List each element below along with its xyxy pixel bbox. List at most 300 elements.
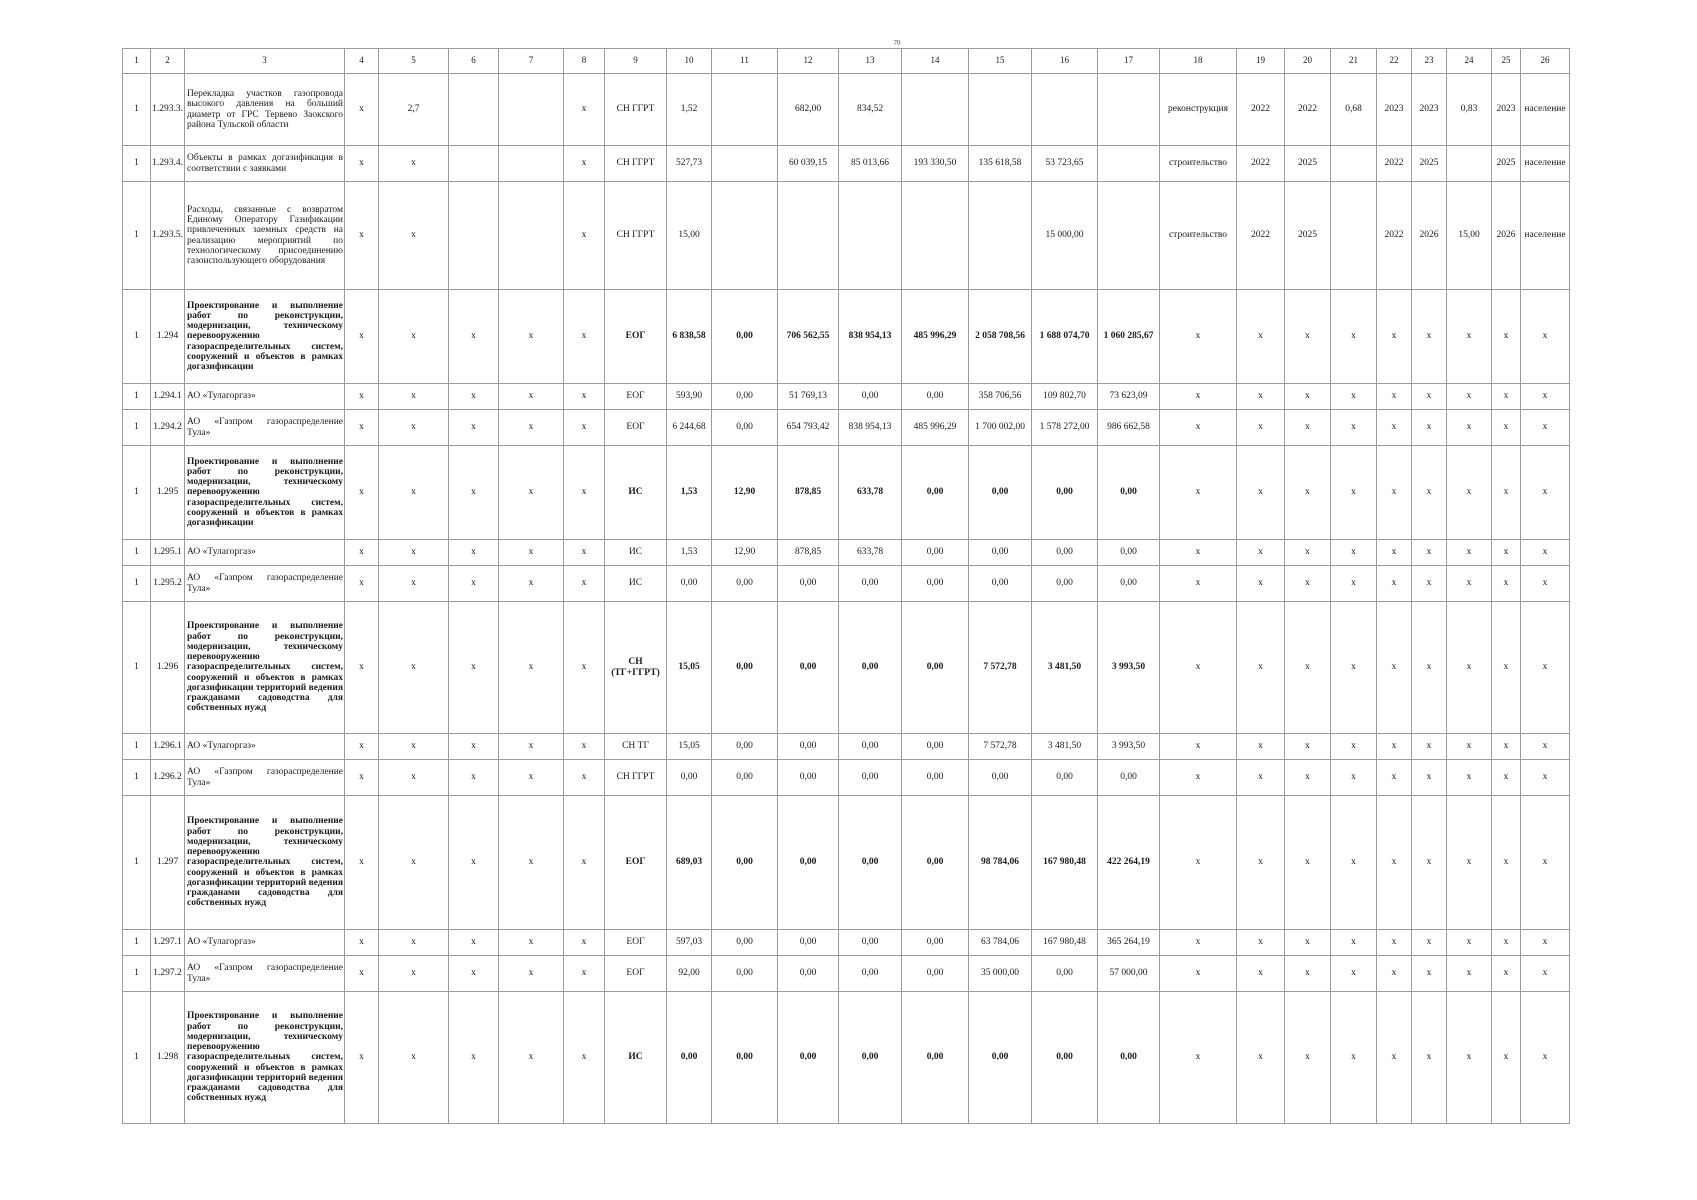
table-cell: x: [499, 734, 564, 760]
table-cell: x: [1285, 566, 1331, 602]
table-cell: x: [1285, 602, 1331, 734]
table-cell: 63 784,06: [969, 930, 1032, 956]
table-cell: 0,00: [902, 734, 969, 760]
table-cell: x: [1331, 446, 1377, 540]
table-cell: x: [499, 290, 564, 384]
table-cell: 0,00: [902, 992, 969, 1124]
table-cell: x: [564, 956, 605, 992]
table-cell: x: [345, 74, 379, 146]
column-header: 5: [379, 49, 449, 74]
table-cell: 1: [123, 956, 151, 992]
table-cell: x: [1377, 384, 1412, 410]
table-cell: 0,00: [902, 566, 969, 602]
table-row: [123, 146, 1570, 182]
table-cell: x: [1285, 930, 1331, 956]
table-cell: x: [1331, 566, 1377, 602]
table-cell: 1: [123, 446, 151, 540]
row-name: Расходы, связанные с возвратом Единому Оператору Газификации привлеченных заемных средств на реализацию мероприятий по технологическому присоединению газоиспользующего оборудования: [185, 182, 345, 290]
table-cell: 2025: [1285, 146, 1331, 182]
row-code: 1.297.1: [151, 930, 185, 956]
column-header: 11: [712, 49, 778, 74]
table-cell: ЕОГ: [605, 796, 667, 930]
table-cell: x: [1447, 410, 1492, 446]
table-cell: x: [1331, 384, 1377, 410]
table-cell: x: [1492, 956, 1521, 992]
table-cell: x: [345, 290, 379, 384]
table-cell: 0,00: [712, 930, 778, 956]
table-cell: 0,00: [839, 956, 902, 992]
table-cell: 597,03: [667, 930, 712, 956]
table-cell: x: [1447, 796, 1492, 930]
table-cell: 0,00: [839, 796, 902, 930]
table-cell: [449, 74, 499, 146]
table-cell: 1 700 002,00: [969, 410, 1032, 446]
table-cell: [839, 182, 902, 290]
table-cell: x: [345, 734, 379, 760]
row-code: 1.297.2: [151, 956, 185, 992]
table-cell: 878,85: [778, 540, 839, 566]
table-cell: x: [1492, 734, 1521, 760]
table-cell: 2023: [1412, 74, 1447, 146]
investment-program-table: [122, 48, 1570, 1124]
table-cell: 3 993,50: [1098, 602, 1160, 734]
table-cell: x: [1160, 760, 1237, 796]
table-cell: 0,00: [712, 734, 778, 760]
row-name: АО «Тулагоргаз»: [185, 540, 345, 566]
table-cell: x: [449, 956, 499, 992]
table-cell: x: [1160, 290, 1237, 384]
table-cell: реконструкция: [1160, 74, 1237, 146]
table-cell: x: [1285, 290, 1331, 384]
table-cell: 0,00: [839, 734, 902, 760]
table-cell: [1098, 182, 1160, 290]
table-cell: x: [345, 796, 379, 930]
table-cell: 422 264,19: [1098, 796, 1160, 930]
table-cell: x: [1237, 734, 1285, 760]
table-cell: 834,52: [839, 74, 902, 146]
table-cell: x: [1285, 956, 1331, 992]
table-cell: 1: [123, 796, 151, 930]
table-cell: 15,05: [667, 602, 712, 734]
row-name: АО «Газпром газораспределение Тула»: [185, 566, 345, 602]
row-code: 1.296.2: [151, 760, 185, 796]
table-cell: 0,00: [1032, 566, 1098, 602]
row-name: АО «Тулагоргаз»: [185, 384, 345, 410]
table-cell: x: [564, 74, 605, 146]
table-cell: [969, 182, 1032, 290]
table-cell: 0,00: [902, 956, 969, 992]
table-cell: СН (ТГ+ГГРТ): [605, 602, 667, 734]
table-cell: ЕОГ: [605, 410, 667, 446]
table-cell: ИС: [605, 540, 667, 566]
table-cell: x: [1237, 566, 1285, 602]
table-cell: x: [564, 410, 605, 446]
table-cell: x: [1412, 566, 1447, 602]
table-cell: строительство: [1160, 146, 1237, 182]
table-cell: СН ГГРТ: [605, 760, 667, 796]
table-cell: x: [1521, 384, 1570, 410]
table-cell: x: [1521, 290, 1570, 384]
table-cell: 2022: [1377, 146, 1412, 182]
column-header: 13: [839, 49, 902, 74]
table-cell: x: [379, 182, 449, 290]
table-cell: x: [1237, 410, 1285, 446]
table-cell: x: [1331, 956, 1377, 992]
table-cell: x: [1237, 446, 1285, 540]
table-cell: 0,00: [902, 446, 969, 540]
table-cell: x: [564, 602, 605, 734]
table-cell: x: [1412, 930, 1447, 956]
table-cell: x: [1412, 956, 1447, 992]
table-cell: 0,00: [839, 566, 902, 602]
table-cell: x: [345, 146, 379, 182]
table-cell: 2025: [1412, 146, 1447, 182]
table-cell: x: [499, 602, 564, 734]
row-code: 1.295: [151, 446, 185, 540]
table-cell: 15 000,00: [1032, 182, 1098, 290]
row-code: 1.295.2: [151, 566, 185, 602]
table-cell: 358 706,56: [969, 384, 1032, 410]
table-cell: 0,00: [778, 796, 839, 930]
column-header: 23: [1412, 49, 1447, 74]
row-name: Проектирование и выполнение работ по реконструкции, модернизации, техническому перевооружению газораспределительных систем, сооружений и объектов в рамках догазификации: [185, 446, 345, 540]
table-cell: x: [499, 384, 564, 410]
table-cell: 633,78: [839, 446, 902, 540]
table-cell: x: [1160, 446, 1237, 540]
table-cell: x: [1412, 410, 1447, 446]
table-cell: 0,00: [902, 930, 969, 956]
table-cell: x: [1521, 796, 1570, 930]
row-code: 1.294.1: [151, 384, 185, 410]
table-cell: 0,00: [969, 760, 1032, 796]
table-cell: 0,00: [1098, 566, 1160, 602]
table-cell: x: [1331, 992, 1377, 1124]
table-cell: [1447, 146, 1492, 182]
column-header: 15: [969, 49, 1032, 74]
table-cell: 2025: [1492, 146, 1521, 182]
table-cell: x: [449, 930, 499, 956]
table-cell: [1331, 182, 1377, 290]
column-header: 21: [1331, 49, 1377, 74]
table-cell: 0,00: [1032, 446, 1098, 540]
table-cell: x: [499, 956, 564, 992]
table-row: [123, 384, 1570, 410]
table-cell: x: [345, 540, 379, 566]
table-cell: x: [379, 956, 449, 992]
table-cell: x: [449, 384, 499, 410]
column-header: 6: [449, 49, 499, 74]
table-cell: 0,00: [969, 566, 1032, 602]
table-cell: 1: [123, 74, 151, 146]
table-cell: x: [345, 956, 379, 992]
table-cell: 167 980,48: [1032, 796, 1098, 930]
table-cell: x: [379, 566, 449, 602]
table-cell: x: [499, 566, 564, 602]
table-cell: 3 481,50: [1032, 602, 1098, 734]
table-cell: ИС: [605, 992, 667, 1124]
table-cell: x: [1492, 290, 1521, 384]
row-code: 1.297: [151, 796, 185, 930]
table-cell: x: [1492, 566, 1521, 602]
table-cell: 12,90: [712, 540, 778, 566]
table-cell: x: [1492, 796, 1521, 930]
table-cell: x: [449, 734, 499, 760]
table-cell: 1: [123, 290, 151, 384]
table-cell: 365 264,19: [1098, 930, 1160, 956]
table-cell: ЕОГ: [605, 930, 667, 956]
table-cell: 60 039,15: [778, 146, 839, 182]
table-cell: 85 013,66: [839, 146, 902, 182]
table-cell: x: [499, 446, 564, 540]
table-cell: x: [564, 146, 605, 182]
table-cell: 593,90: [667, 384, 712, 410]
table-cell: x: [499, 760, 564, 796]
table-cell: 633,78: [839, 540, 902, 566]
table-row: [123, 74, 1570, 146]
column-header: 25: [1492, 49, 1521, 74]
table-cell: x: [1237, 384, 1285, 410]
table-cell: 2022: [1377, 182, 1412, 290]
row-name: АО «Газпром газораспределение Тула»: [185, 956, 345, 992]
column-header: 24: [1447, 49, 1492, 74]
table-cell: x: [564, 182, 605, 290]
table-row: [123, 410, 1570, 446]
table-cell: x: [1160, 992, 1237, 1124]
table-cell: x: [1377, 602, 1412, 734]
table-cell: 1: [123, 760, 151, 796]
table-cell: x: [379, 446, 449, 540]
table-cell: 485 996,29: [902, 410, 969, 446]
table-cell: 15,00: [667, 182, 712, 290]
table-cell: x: [1285, 384, 1331, 410]
row-code: 1.293.3.: [151, 74, 185, 146]
table-cell: x: [1377, 930, 1412, 956]
table-cell: 1 578 272,00: [1032, 410, 1098, 446]
column-header: 9: [605, 49, 667, 74]
table-cell: 109 802,70: [1032, 384, 1098, 410]
table-cell: 0,00: [712, 384, 778, 410]
table-cell: 1: [123, 540, 151, 566]
row-code: 1.296.1: [151, 734, 185, 760]
column-header: 22: [1377, 49, 1412, 74]
table-cell: 0,00: [902, 602, 969, 734]
table-cell: x: [1237, 540, 1285, 566]
table-cell: 53 723,65: [1032, 146, 1098, 182]
table-cell: x: [1160, 602, 1237, 734]
table-cell: x: [1285, 760, 1331, 796]
table-cell: 6 244,68: [667, 410, 712, 446]
table-cell: x: [1412, 760, 1447, 796]
table-cell: x: [499, 930, 564, 956]
table-cell: 35 000,00: [969, 956, 1032, 992]
table-cell: 1,52: [667, 74, 712, 146]
table-cell: 3 481,50: [1032, 734, 1098, 760]
table-cell: x: [449, 602, 499, 734]
table-cell: x: [379, 602, 449, 734]
table-cell: x: [1521, 446, 1570, 540]
row-name: АО «Тулагоргаз»: [185, 930, 345, 956]
column-header: 1: [123, 49, 151, 74]
table-cell: x: [564, 566, 605, 602]
row-code: 1.293.4.: [151, 146, 185, 182]
table-cell: x: [1447, 760, 1492, 796]
table-cell: 878,85: [778, 446, 839, 540]
table-cell: x: [1331, 410, 1377, 446]
table-cell: x: [449, 796, 499, 930]
table-cell: x: [1447, 290, 1492, 384]
table-cell: 1: [123, 566, 151, 602]
table-cell: x: [1160, 734, 1237, 760]
table-cell: x: [1447, 384, 1492, 410]
table-cell: x: [345, 446, 379, 540]
table-cell: строительство: [1160, 182, 1237, 290]
table-cell: x: [1331, 930, 1377, 956]
table-cell: x: [1521, 540, 1570, 566]
table-cell: x: [1377, 734, 1412, 760]
table-row: [123, 182, 1570, 290]
table-cell: 7 572,78: [969, 734, 1032, 760]
table-cell: [1098, 146, 1160, 182]
table-cell: x: [1331, 540, 1377, 566]
table-cell: x: [1447, 446, 1492, 540]
table-cell: 838 954,13: [839, 410, 902, 446]
table-cell: x: [1492, 930, 1521, 956]
table-cell: x: [379, 760, 449, 796]
table-cell: x: [379, 540, 449, 566]
table-cell: x: [1160, 930, 1237, 956]
row-name: Проектирование и выполнение работ по реконструкции, модернизации, техническому перевооружению газораспределительных систем, сооружений и объектов в рамках догазификации территорий ведения гражданами садоводства для собственных нужд: [185, 602, 345, 734]
table-cell: 1,53: [667, 446, 712, 540]
table-row: [123, 290, 1570, 384]
table-cell: x: [1237, 796, 1285, 930]
table-cell: x: [1412, 992, 1447, 1124]
table-cell: 51 769,13: [778, 384, 839, 410]
table-cell: 2026: [1492, 182, 1521, 290]
column-header: 17: [1098, 49, 1160, 74]
table-cell: 0,00: [902, 540, 969, 566]
table-cell: x: [1521, 410, 1570, 446]
row-name: Проектирование и выполнение работ по реконструкции, модернизации, техническому перевооружению газораспределительных систем, сооружений и объектов в рамках догазификации территорий ведения гражданами садоводства для собственных нужд: [185, 992, 345, 1124]
table-row: [123, 734, 1570, 760]
table-cell: 0,00: [778, 930, 839, 956]
table-cell: 0,00: [969, 540, 1032, 566]
table-cell: x: [1412, 384, 1447, 410]
table-cell: 0,00: [712, 956, 778, 992]
table-cell: 0,00: [712, 992, 778, 1124]
column-header: 2: [151, 49, 185, 74]
table-cell: [449, 182, 499, 290]
table-cell: x: [379, 992, 449, 1124]
table-cell: 0,68: [1331, 74, 1377, 146]
table-cell: x: [564, 930, 605, 956]
column-header: 3: [185, 49, 345, 74]
table-cell: 986 662,58: [1098, 410, 1160, 446]
table-cell: [902, 74, 969, 146]
table-cell: x: [379, 734, 449, 760]
table-cell: x: [1160, 540, 1237, 566]
table-cell: x: [1521, 930, 1570, 956]
table-cell: СН ГГРТ: [605, 74, 667, 146]
table-cell: x: [1285, 992, 1331, 1124]
table-cell: 0,00: [712, 290, 778, 384]
table-cell: 0,00: [712, 796, 778, 930]
table-cell: x: [1492, 384, 1521, 410]
column-header: 14: [902, 49, 969, 74]
table-cell: 0,00: [1032, 956, 1098, 992]
table-row: [123, 956, 1570, 992]
table-cell: 73 623,09: [1098, 384, 1160, 410]
table-cell: x: [1412, 796, 1447, 930]
table-cell: x: [1237, 290, 1285, 384]
table-cell: 0,00: [902, 760, 969, 796]
row-code: 1.294: [151, 290, 185, 384]
table-cell: x: [564, 446, 605, 540]
table-cell: x: [1285, 734, 1331, 760]
table-cell: x: [1447, 930, 1492, 956]
table-cell: 2022: [1237, 182, 1285, 290]
row-name: Проектирование и выполнение работ по реконструкции, модернизации, техническому перевооружению газораспределительных систем, сооружений и объектов в рамках догазификации территорий ведения гражданами садоводства для собственных нужд: [185, 796, 345, 930]
table-cell: население: [1521, 146, 1570, 182]
table-cell: [969, 74, 1032, 146]
table-cell: 2 058 708,56: [969, 290, 1032, 384]
table-cell: 0,00: [839, 992, 902, 1124]
table-cell: [778, 182, 839, 290]
table-cell: 838 954,13: [839, 290, 902, 384]
table-cell: [499, 182, 564, 290]
table-cell: x: [1492, 540, 1521, 566]
table-cell: ИС: [605, 566, 667, 602]
table-cell: 0,00: [778, 566, 839, 602]
table-cell: [712, 74, 778, 146]
table-cell: x: [1160, 384, 1237, 410]
table-cell: x: [564, 734, 605, 760]
row-name: Проектирование и выполнение работ по реконструкции, модернизации, техническому перевооружению газораспределительных систем, сооружений и объектов в рамках догазификации: [185, 290, 345, 384]
table-cell: x: [564, 384, 605, 410]
table-cell: x: [564, 290, 605, 384]
table-cell: 654 793,42: [778, 410, 839, 446]
table-cell: 2025: [1285, 182, 1331, 290]
table-cell: x: [1160, 410, 1237, 446]
table-cell: 0,00: [712, 602, 778, 734]
table-cell: x: [1447, 734, 1492, 760]
table-cell: 15,05: [667, 734, 712, 760]
table-cell: 0,00: [839, 760, 902, 796]
table-cell: 1 060 285,67: [1098, 290, 1160, 384]
table-cell: x: [1412, 540, 1447, 566]
table-cell: x: [1412, 446, 1447, 540]
table-cell: x: [1447, 566, 1492, 602]
table-cell: x: [1521, 760, 1570, 796]
row-code: 1.295.1: [151, 540, 185, 566]
table-cell: x: [1377, 446, 1412, 540]
table-cell: x: [1377, 760, 1412, 796]
table-cell: 135 618,58: [969, 146, 1032, 182]
table-cell: 1 688 074,70: [1032, 290, 1098, 384]
table-cell: 1: [123, 930, 151, 956]
table-cell: x: [1285, 446, 1331, 540]
table-cell: x: [345, 930, 379, 956]
table-cell: 0,00: [902, 384, 969, 410]
table-cell: x: [449, 410, 499, 446]
table-cell: x: [1521, 992, 1570, 1124]
table-cell: 0,83: [1447, 74, 1492, 146]
table-cell: 1: [123, 992, 151, 1124]
table-cell: x: [1331, 734, 1377, 760]
table-cell: 2026: [1412, 182, 1447, 290]
table-cell: 0,00: [1098, 540, 1160, 566]
row-name: Объекты в рамках догазификация в соответствии с заявками: [185, 146, 345, 182]
table-cell: СН ТГ: [605, 734, 667, 760]
